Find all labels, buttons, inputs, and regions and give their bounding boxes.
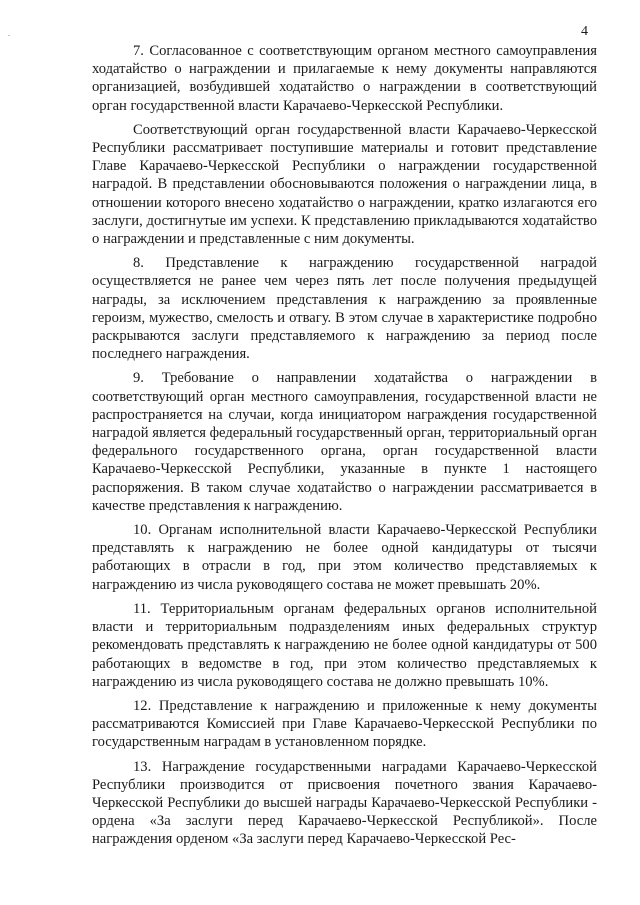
- page-number: 4: [581, 24, 588, 39]
- paragraph-7-continuation: Соответствующий орган государственной власти Карачаево-Черкесской Республики рассматривает поступившие материалы и готовит представление Главе Карачаево-Черкесской Республики о награждении государственной наградой. В представлении обосновываются положения о награждении лица, в отношении которого внесено ходатайство о награждении, кратко излагаются его заслуги, достигнутые им успехи. К представлению прикладываются ходатайство о награждении и представленные с ним документы.: [92, 121, 597, 248]
- margin-mark: .: [8, 29, 10, 38]
- paragraph-7: 7. Согласованное с соответствующим органом местного самоуправления ходатайство о награждении и прилагаемые к нему документы направляются организацией, возбудившей ходатайство о награждении в соответствующий орган государственной власти Карачаево-Черкесской Республики.: [92, 43, 597, 114]
- paragraph-12: 12. Представление к награждению и приложенные к нему документы рассматриваются Комиссией при Главе Карачаево-Черкесской Республики по государственным наградам в установленном порядке.: [92, 697, 597, 751]
- paragraph-11: 11. Территориальным органам федеральных органов исполнительной власти и территориальным подразделениям иных федеральных структур рекомендовать представлять к награждению не более одной кандидатуры от 500 работающих в ведомстве в год, при этом количество представляемых к награждению из числа руководящего состава не должно превышать 10%.: [92, 600, 597, 690]
- paragraph-9: 9. Требование о направлении ходатайства о награждении в соответствующий орган местного самоуправления, государственной власти не распространяется на случаи, когда инициатором награждения государственной наградой является федеральный государственный орган, территориальный орган федерального государственного органа, орган государственной власти Карачаево-Черкесской Республики, указанные в пункте 1 настоящего распоряжения. В таком случае ходатайство о награждении рассматривается в качестве представления к награждению.: [92, 370, 597, 514]
- paragraph-13: 13. Награждение государственными наградами Карачаево-Черкесской Республики производится от присвоения почетного звания Карачаево-Черкесской Республики до высшей награды Карачаево-Черкесской Республики - ордена «За заслуги перед Карачаево-Черкесской Республикой». После награждения орденом «За заслуги перед Карачаево-Черкесской Рес-: [92, 758, 597, 848]
- paragraph-8: 8. Представление к награждению государственной наградой осуществляется не ранее чем через пять лет после получения предыдущей награды, за исключением представления к награждению за проявленные героизм, мужество, смелость и отвагу. В этом случае в характеристике подробно раскрываются заслуги представляемого к награждению за период после последнего награждения.: [92, 255, 597, 363]
- document-body: [92, 42, 597, 849]
- paragraph-10: 10. Органам исполнительной власти Карачаево-Черкесской Республики представлять к награждению не более одной кандидатуры от тысячи работающих в отрасли в год, при этом количество представляемых к награждению из числа руководящего состава не может превышать 20%.: [92, 522, 597, 593]
